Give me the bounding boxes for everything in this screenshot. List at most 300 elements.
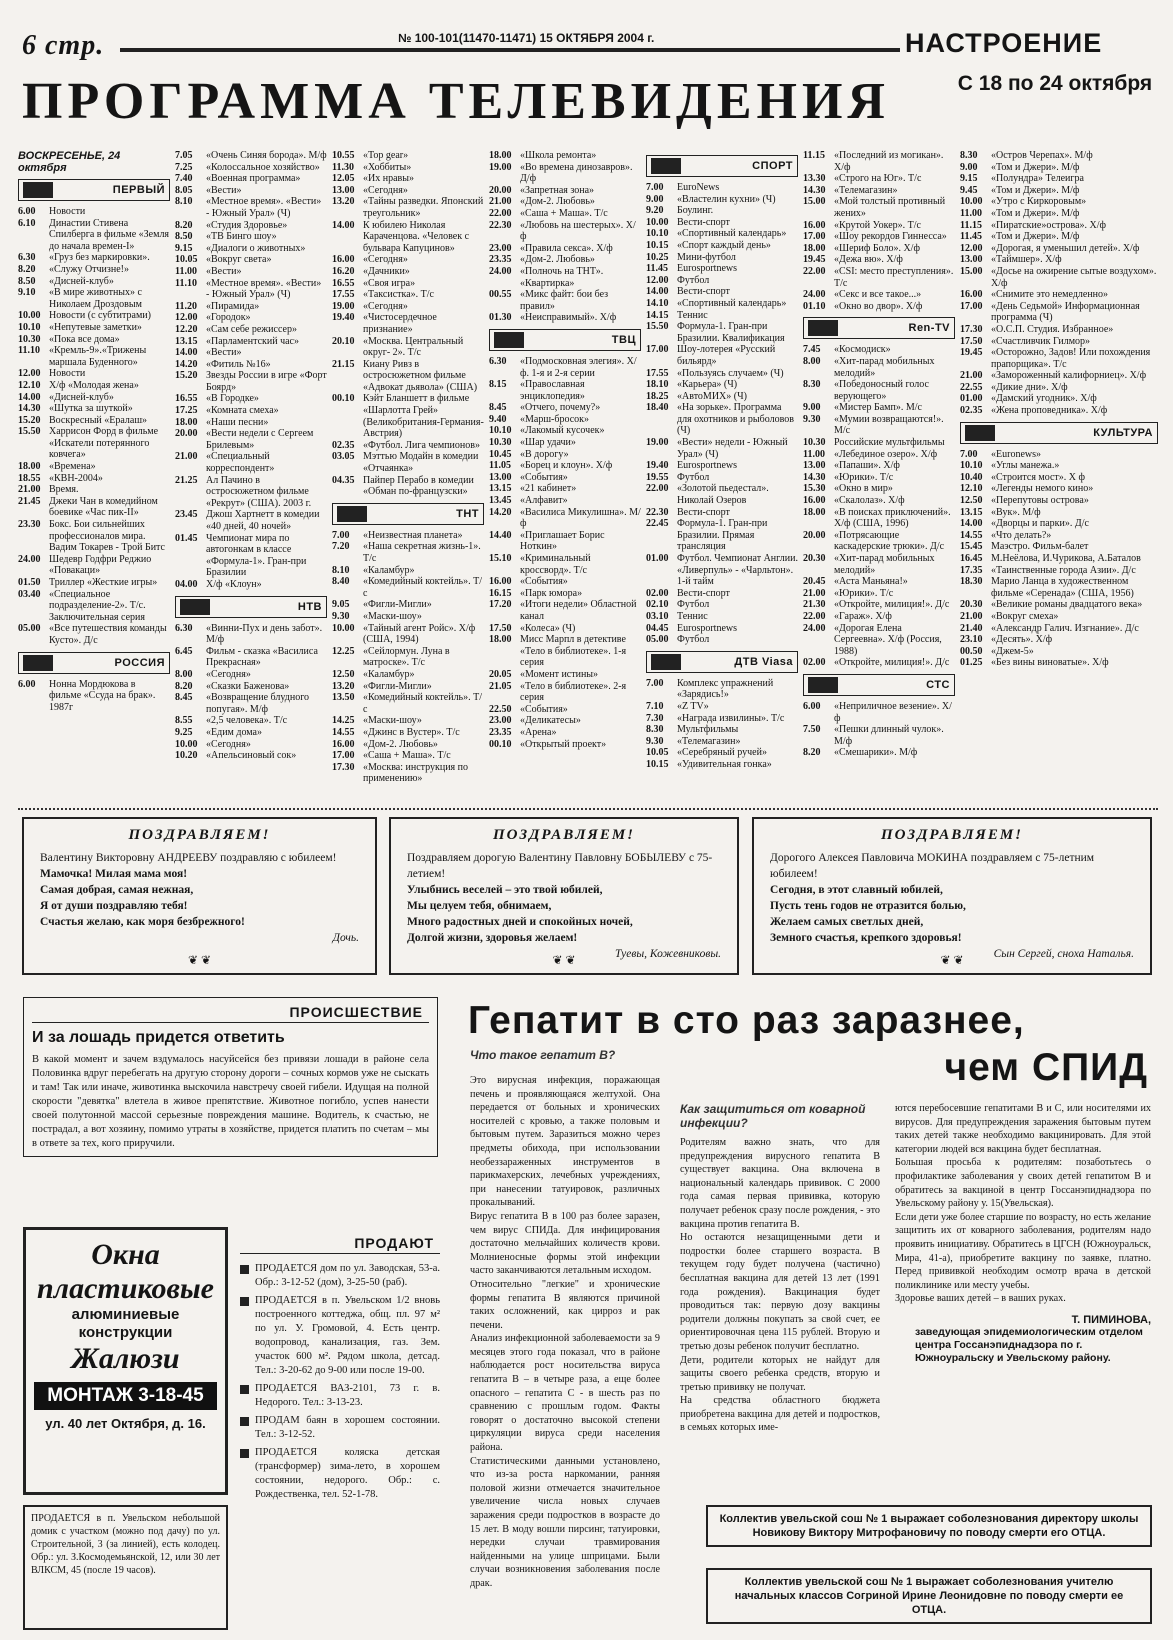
tv-column-3 bbox=[332, 150, 484, 805]
program-row bbox=[960, 483, 1158, 495]
program-title: «Телемагазин» bbox=[677, 735, 741, 747]
program-row bbox=[332, 611, 484, 623]
program-row bbox=[646, 402, 798, 437]
program-title: «Отчего, почему?» bbox=[520, 402, 601, 414]
channel-logo-icon bbox=[808, 320, 838, 336]
program-title: «Тайны разведки. Японский треугольник» bbox=[363, 196, 484, 219]
program-time: 13.15 bbox=[175, 335, 198, 347]
program-row bbox=[803, 449, 955, 461]
program-row bbox=[489, 576, 641, 588]
program-title: Марио Ланца в художественном фильме «Серенада» (США, 1956) bbox=[991, 576, 1134, 599]
program-title: «Дорогая Елена Сергеевна». Х/ф (Россия, 1988) bbox=[834, 622, 942, 657]
program-row bbox=[175, 347, 327, 359]
program-title: «Криминальный кроссворд». Т/с bbox=[520, 553, 591, 576]
program-title: «Едим дома» bbox=[206, 726, 262, 738]
program-row bbox=[489, 669, 641, 681]
program-time: 11.00 bbox=[175, 265, 197, 277]
greeting-intro: Дорогого Алексея Павловича МОКИНА поздравляем с 75-летним юбилеем! bbox=[770, 852, 1095, 880]
program-time: 12.05 bbox=[332, 173, 355, 185]
program-row bbox=[803, 472, 955, 484]
program-title: «CSI: место преступления». Т/с bbox=[834, 265, 954, 289]
program-row bbox=[175, 266, 327, 278]
program-time: 10.10 bbox=[18, 321, 41, 333]
program-row bbox=[960, 347, 1158, 370]
program-title: «Парк юмора» bbox=[520, 587, 583, 599]
channel-header-sport: СПОРТ bbox=[646, 155, 798, 177]
program-time: 03.05 bbox=[332, 451, 355, 463]
program-title: «Полночь на ТНТ». «Квартирка» bbox=[520, 265, 604, 289]
channel-logo-icon bbox=[23, 655, 53, 671]
program-row bbox=[332, 530, 484, 542]
program-time: 10.05 bbox=[175, 254, 198, 266]
program-title: «Остров Черепах». М/ф bbox=[991, 150, 1093, 161]
program-time: 8.20 bbox=[175, 219, 193, 231]
program-row bbox=[489, 599, 641, 622]
ornament-icon: ❦ ❦ bbox=[187, 953, 212, 967]
program-time: 22.00 bbox=[803, 265, 826, 277]
program-title: «Победоносный голос верующего» bbox=[834, 379, 929, 402]
program-time: 7.40 bbox=[175, 173, 193, 185]
program-time: 16.20 bbox=[332, 265, 355, 277]
program-row bbox=[175, 533, 327, 579]
program-time: 20.00 bbox=[489, 184, 512, 196]
ornament-icon: ❦ ❦ bbox=[940, 953, 964, 967]
program-row bbox=[960, 599, 1158, 611]
program-title: «Саша + Маша». Т/с bbox=[520, 207, 608, 219]
program-row bbox=[175, 231, 327, 243]
program-row bbox=[960, 196, 1158, 208]
program-row bbox=[18, 426, 170, 461]
program-title: «Неисправимый». Х/ф bbox=[520, 312, 617, 324]
program-time: 00.10 bbox=[332, 393, 355, 405]
program-title: Нонна Мордюкова в фильме «Ссуда на брак». 1987г bbox=[49, 678, 156, 713]
program-row bbox=[646, 736, 798, 748]
program-row bbox=[332, 312, 484, 335]
greeting-heading: ПОЗДРАВЛЯЕМ! bbox=[880, 827, 1024, 843]
program-time: 9.25 bbox=[175, 726, 193, 738]
program-row bbox=[175, 428, 327, 451]
program-row bbox=[332, 576, 484, 599]
program-row bbox=[646, 437, 798, 460]
program-row bbox=[175, 173, 327, 185]
program-row bbox=[960, 541, 1158, 553]
program-row bbox=[18, 403, 170, 415]
program-time: 16.55 bbox=[332, 277, 355, 289]
sale-text: ПРОДАЕТСЯ в п. Увельском 1/2 вновь построенного коттеджа, общ. пл. 97 м² по ул. У. Громовой, 4. Есть центр. водопровод, канализация, газ. Зем. участок 600 м². Рядом школа, детсад. Тел.: 3-20-62 до 9-00 или после 19-00. bbox=[255, 1295, 440, 1376]
program-time: 22.00 bbox=[646, 483, 669, 495]
program-title: «Пирамида» bbox=[206, 300, 260, 312]
program-row bbox=[803, 289, 955, 301]
program-title: Футбол bbox=[677, 634, 710, 646]
program-row bbox=[960, 657, 1158, 669]
program-title: Маэстро. Фильм-балет bbox=[991, 541, 1089, 553]
program-time: 18.10 bbox=[646, 379, 669, 391]
program-title: «Спортивный календарь» bbox=[677, 228, 787, 240]
sale-text: ПРОДАЕТСЯ ВАЗ-2101, 73 г. в. Недорого. Тел.: 3-13-23. bbox=[255, 1383, 440, 1408]
program-row bbox=[332, 565, 484, 577]
program-time: 7.00 bbox=[646, 182, 664, 193]
sale-item bbox=[240, 1414, 440, 1442]
program-time: 10.10 bbox=[960, 460, 983, 472]
program-title: «О.С.П. Студия. Избранное» bbox=[991, 323, 1114, 335]
program-title: «КВН-2004» bbox=[49, 472, 103, 484]
program-title: «Вести» bbox=[206, 347, 242, 359]
program-title: Вести-спорт bbox=[677, 587, 730, 599]
program-row bbox=[803, 356, 955, 379]
program-row bbox=[175, 715, 327, 727]
program-title: «Вук». М/ф bbox=[991, 506, 1041, 518]
program-row bbox=[489, 495, 641, 507]
program-title: «АвтоМИХ» (Ч) bbox=[677, 390, 747, 402]
program-row bbox=[332, 196, 484, 219]
divider bbox=[18, 808, 1158, 811]
program-row bbox=[489, 379, 641, 402]
program-time: 23.35 bbox=[489, 726, 512, 738]
program-time: 20.00 bbox=[175, 428, 198, 440]
program-time: 14.40 bbox=[489, 529, 512, 541]
program-row bbox=[18, 554, 170, 577]
program-row bbox=[803, 611, 955, 623]
program-row bbox=[489, 312, 641, 324]
program-time: 7.45 bbox=[803, 344, 821, 356]
program-row bbox=[175, 185, 327, 197]
program-time: 12.10 bbox=[18, 379, 41, 391]
program-title: «Наши песни» bbox=[206, 416, 269, 428]
program-time: 17.00 bbox=[803, 231, 826, 243]
program-title: «Вести» bbox=[206, 184, 242, 196]
program-title: «Вокруг смеха» bbox=[991, 610, 1059, 622]
channel-logo-icon bbox=[651, 158, 681, 174]
program-time: 7.30 bbox=[646, 712, 664, 724]
program-title: «Открытый проект» bbox=[520, 738, 607, 750]
program-row bbox=[489, 634, 641, 669]
program-row bbox=[646, 759, 798, 771]
program-row bbox=[646, 701, 798, 713]
program-time: 24.00 bbox=[489, 265, 512, 277]
program-title: «Правила секса». Х/ф bbox=[520, 242, 613, 254]
program-row bbox=[18, 310, 170, 322]
program-title: Теннис bbox=[677, 309, 708, 321]
program-title: «Z TV» bbox=[677, 700, 709, 712]
program-time: 12.50 bbox=[332, 668, 355, 680]
program-time: 10.40 bbox=[960, 471, 983, 483]
program-time: 9.15 bbox=[960, 173, 978, 185]
program-time: 23.45 bbox=[175, 509, 198, 521]
program-row bbox=[960, 208, 1158, 220]
program-time: 22.45 bbox=[646, 518, 669, 530]
program-row bbox=[646, 379, 798, 391]
program-row bbox=[175, 579, 327, 591]
program-title: «Строго на Юг». Т/с bbox=[834, 173, 922, 185]
program-row bbox=[960, 254, 1158, 266]
poem-line: Я от души поздравляю тебя! bbox=[40, 900, 188, 912]
program-time: 14.55 bbox=[960, 529, 983, 541]
program-row bbox=[175, 750, 327, 762]
program-title: «Окно во двор». Х/ф bbox=[834, 300, 923, 312]
small-ad-text: ПРОДАЕТСЯ в п. Увельском небольшой домик с участком (можно под дачу) по ул. Строительной, 3 (за линией), есть колодец. Обр.: ул. З.Космодемьянской, 12, или 30 лет ВЛКСМ, 45 (после 19 часов). bbox=[31, 1513, 220, 1576]
program-title: «События» bbox=[520, 703, 568, 715]
program-time: 17.50 bbox=[960, 335, 983, 347]
header-rule bbox=[120, 48, 900, 52]
article-subhead: Что такое гепатит В? bbox=[470, 1048, 616, 1062]
program-row bbox=[803, 173, 955, 185]
program-row bbox=[18, 473, 170, 485]
program-title: «Во времена динозавров». Д/ф bbox=[520, 161, 633, 185]
section-label: ПРОДАЮТ bbox=[240, 1235, 440, 1254]
poem-line: Земного счастья, крепкого здоровья! bbox=[770, 932, 962, 944]
program-time: 14.00 bbox=[175, 347, 198, 359]
program-row bbox=[332, 173, 484, 185]
program-time: 13.30 bbox=[803, 173, 826, 185]
program-time: 8.15 bbox=[489, 379, 507, 391]
program-title: «Откройте, милиция!». Д/с bbox=[834, 599, 950, 611]
program-title: «Тело в библиотеке». 2-я серия bbox=[520, 680, 627, 704]
greeting-card bbox=[389, 817, 739, 975]
program-row bbox=[175, 150, 327, 162]
program-time: 10.00 bbox=[960, 196, 983, 208]
program-title: Футбол bbox=[677, 274, 710, 286]
program-row bbox=[332, 623, 484, 646]
program-title: «Апельсиновый сок» bbox=[206, 750, 297, 762]
program-time: 11.45 bbox=[960, 231, 982, 243]
program-title: «Шоу рекордов Гиннесса» bbox=[834, 231, 947, 243]
program-title: «Вести» bbox=[206, 265, 242, 277]
program-title: «Телемагазин» bbox=[834, 184, 898, 196]
program-row bbox=[332, 599, 484, 611]
date-range: С 18 по 24 октября bbox=[957, 72, 1153, 95]
program-title: «Мумии возвращаются!». М/с bbox=[834, 413, 944, 437]
program-time: 16.45 bbox=[960, 553, 983, 564]
program-time: 14.00 bbox=[960, 518, 983, 530]
program-time: 6.30 bbox=[175, 622, 193, 634]
program-title: «Возвращение блудного попугая». М/ф bbox=[206, 692, 310, 715]
program-time: 10.05 bbox=[646, 747, 669, 759]
program-title: «Времена» bbox=[49, 461, 96, 473]
ad-line: конструкции bbox=[78, 1324, 173, 1341]
program-row bbox=[489, 715, 641, 727]
channel-header-perviy: ПЕРВЫЙ bbox=[18, 179, 170, 201]
program-title: «Чистосердечное признание» bbox=[363, 312, 437, 335]
program-time: 24.00 bbox=[18, 553, 41, 565]
greeting-heading: ПОЗДРАВЛЯЕМ! bbox=[492, 827, 636, 843]
program-time: 00.10 bbox=[489, 738, 512, 750]
tv-schedule bbox=[18, 150, 1158, 805]
program-row bbox=[803, 220, 955, 232]
program-time: 10.20 bbox=[175, 750, 198, 762]
program-title: «Дисней-клуб» bbox=[49, 391, 114, 403]
program-row bbox=[18, 577, 170, 589]
program-title: «Саша + Маша». Т/с bbox=[363, 750, 451, 762]
program-time: 10.25 bbox=[646, 251, 669, 263]
program-row bbox=[175, 623, 327, 646]
program-title: «Городок» bbox=[206, 312, 251, 324]
program-time: 9.30 bbox=[332, 610, 350, 622]
program-time: 10.55 bbox=[332, 150, 355, 161]
program-title: «Что делать?» bbox=[991, 529, 1052, 541]
program-title: «Футбол. Лига чемпионов» bbox=[363, 439, 480, 451]
program-row bbox=[332, 266, 484, 278]
program-row bbox=[646, 298, 798, 310]
program-row bbox=[960, 382, 1158, 394]
program-title: «Удивительная гонка» bbox=[677, 758, 772, 770]
program-title: Х/ф «Клоун» bbox=[206, 578, 262, 590]
program-row bbox=[489, 449, 641, 461]
program-row bbox=[489, 472, 641, 484]
ad-line: Окна bbox=[91, 1238, 160, 1271]
program-time: 13.00 bbox=[960, 254, 983, 266]
program-time: 15.45 bbox=[960, 541, 983, 553]
program-title: «Серебряный ручей» bbox=[677, 747, 767, 759]
program-row bbox=[803, 231, 955, 243]
program-time: 9.00 bbox=[960, 161, 978, 173]
program-time: 01.00 bbox=[960, 393, 983, 405]
program-title: «Пешки длинный чулок». М/ф bbox=[834, 724, 944, 747]
program-row bbox=[646, 472, 798, 484]
program-row bbox=[489, 727, 641, 739]
program-title: Вести-спорт bbox=[677, 286, 730, 298]
program-time: 9.30 bbox=[803, 413, 821, 425]
program-row bbox=[960, 301, 1158, 324]
channel-header-kultura: КУЛЬТУРА bbox=[960, 422, 1158, 444]
sale-list bbox=[240, 1262, 440, 1502]
sale-section bbox=[240, 1235, 440, 1630]
program-title: «Top gear» bbox=[363, 150, 409, 161]
program-row bbox=[960, 449, 1158, 461]
program-title: Новости (с субтитрами) bbox=[49, 310, 151, 322]
program-title: «Местное время». «Вести» - Южный Урал» (Ч) bbox=[206, 277, 322, 301]
program-title: «Итоги недели» Областной канал bbox=[520, 599, 637, 622]
program-time: 11.15 bbox=[960, 219, 982, 231]
program-title: «Пока все дома» bbox=[49, 333, 120, 345]
program-time: 11.15 bbox=[803, 150, 825, 161]
article-col-3 bbox=[895, 1102, 1151, 1365]
program-row bbox=[489, 208, 641, 220]
program-title: «Крутой Уокер». Т/с bbox=[834, 219, 921, 231]
program-time: 14.55 bbox=[332, 726, 355, 738]
program-time: 24.00 bbox=[803, 289, 826, 301]
program-row bbox=[803, 483, 955, 495]
condolence-box: Коллектив увельской сош № 1 выражает соболезнования учителю начальных классов Согриной Ирине Леонидовне по поводу смерти ее ОТЦА. bbox=[706, 1568, 1152, 1624]
program-time: 9.20 bbox=[646, 205, 664, 217]
program-title: «Таксистка». Т/с bbox=[363, 289, 434, 301]
program-title: «Арена» bbox=[520, 726, 557, 738]
program-row bbox=[18, 415, 170, 427]
sale-text: ПРОДАЕТСЯ дом по ул. Заводская, 53-а. Обр.: 3-12-52 (дом), 3-25-50 (раб). bbox=[255, 1263, 440, 1288]
program-title: «Космодиск» bbox=[834, 344, 891, 356]
program-row bbox=[18, 334, 170, 346]
program-time: 02.10 bbox=[646, 599, 669, 611]
program-title: «Комедийный коктейль». Т/с bbox=[363, 576, 483, 599]
program-time: 01.00 bbox=[646, 553, 669, 564]
program-time: 8.00 bbox=[803, 355, 821, 367]
program-row bbox=[803, 254, 955, 266]
program-title: «События» bbox=[520, 471, 568, 483]
program-time: 21.00 bbox=[960, 370, 983, 382]
poem-line: Самая добрая, самая нежная, bbox=[40, 884, 194, 896]
program-title: «Все путешествия команды Кусто». Д/с bbox=[49, 623, 167, 646]
program-time: 8.40 bbox=[332, 576, 350, 588]
program-time: 10.30 bbox=[489, 437, 512, 449]
program-time: 16.00 bbox=[332, 738, 355, 750]
program-time: 02.35 bbox=[960, 405, 983, 417]
section-label: ПРОИСШЕСТВИЕ bbox=[32, 1004, 429, 1023]
program-title: «В поисках приключений». Х/ф (США, 1996) bbox=[834, 506, 951, 530]
greeting-signature: Дочь. bbox=[332, 932, 359, 944]
program-time: 21.25 bbox=[175, 474, 198, 486]
program-title: «Дикие дни». Х/ф bbox=[991, 381, 1068, 393]
program-row bbox=[18, 623, 170, 646]
program-row bbox=[960, 324, 1158, 336]
poem-line: Пусть тень годов не отразится болью, bbox=[770, 900, 966, 912]
program-title: «Винни-Пух и день забот». М/ф bbox=[206, 622, 323, 646]
program-time: 17.30 bbox=[332, 761, 355, 773]
program-time: 13.00 bbox=[803, 460, 826, 472]
program-time: 11.10 bbox=[175, 277, 197, 289]
program-time: 14.20 bbox=[175, 358, 198, 370]
program-time: 14.30 bbox=[803, 471, 826, 483]
program-time: 10.30 bbox=[803, 437, 826, 449]
program-title: Время. bbox=[49, 484, 79, 496]
program-row bbox=[803, 588, 955, 600]
program-title: EuroNews bbox=[677, 182, 720, 193]
program-row bbox=[646, 553, 798, 588]
tv-column-1 bbox=[18, 150, 170, 805]
program-title: «Властелин кухни» (Ч) bbox=[677, 193, 776, 205]
program-title: Мэттью Модайн в комедии «Отчаянка» bbox=[363, 451, 479, 475]
program-title: «Маски-шоу» bbox=[363, 715, 422, 727]
program-title: Eurosportnews bbox=[677, 460, 737, 472]
program-row bbox=[18, 519, 170, 554]
program-title: «Военная программа» bbox=[206, 173, 301, 185]
program-title: «Шар удачи» bbox=[520, 437, 576, 449]
channel-header-ren: Ren-TV bbox=[803, 317, 955, 339]
program-title: «Вести недели с Сергеем Брилевым» bbox=[206, 428, 314, 451]
program-title: «Том и Джери». М/ф bbox=[991, 207, 1080, 219]
program-time: 9.40 bbox=[489, 413, 507, 425]
program-row bbox=[960, 634, 1158, 646]
program-title: «Том и Джери». М/ф bbox=[991, 184, 1080, 196]
program-title: «Дом-2. Любовь» bbox=[520, 196, 595, 208]
program-row bbox=[332, 727, 484, 739]
program-time: 23.00 bbox=[489, 242, 512, 254]
program-row bbox=[646, 263, 798, 275]
program-row bbox=[489, 530, 641, 553]
program-title: «Досье на ожирение сытые воздухом». Х/ф bbox=[991, 265, 1157, 289]
program-title: «Александр Галич. Изгнание». Д/с bbox=[991, 622, 1139, 634]
program-title: «Каламбур» bbox=[363, 668, 415, 680]
program-row bbox=[960, 565, 1158, 577]
program-title: Харрисон Форд в фильме «Искатели потерянного ковчега» bbox=[49, 426, 159, 461]
program-row bbox=[646, 599, 798, 611]
program-row bbox=[332, 440, 484, 452]
program-time: 24.00 bbox=[803, 622, 826, 634]
program-title: «Окно в мир» bbox=[834, 483, 893, 495]
program-row bbox=[332, 739, 484, 751]
program-row bbox=[646, 228, 798, 240]
program-row bbox=[489, 162, 641, 185]
program-title: «Деликатесы» bbox=[520, 715, 581, 727]
program-title: «Сегодня» bbox=[206, 668, 251, 680]
program-time: 17.00 bbox=[646, 344, 669, 356]
program-time: 20.30 bbox=[803, 553, 826, 564]
program-title: «Десять». Х/ф bbox=[991, 634, 1053, 646]
program-row bbox=[489, 553, 641, 576]
program-row bbox=[175, 646, 327, 669]
program-title: Х/ф «Молодая жена» bbox=[49, 379, 139, 391]
program-row bbox=[18, 380, 170, 392]
program-row bbox=[960, 243, 1158, 255]
bullet-icon bbox=[240, 1449, 249, 1458]
